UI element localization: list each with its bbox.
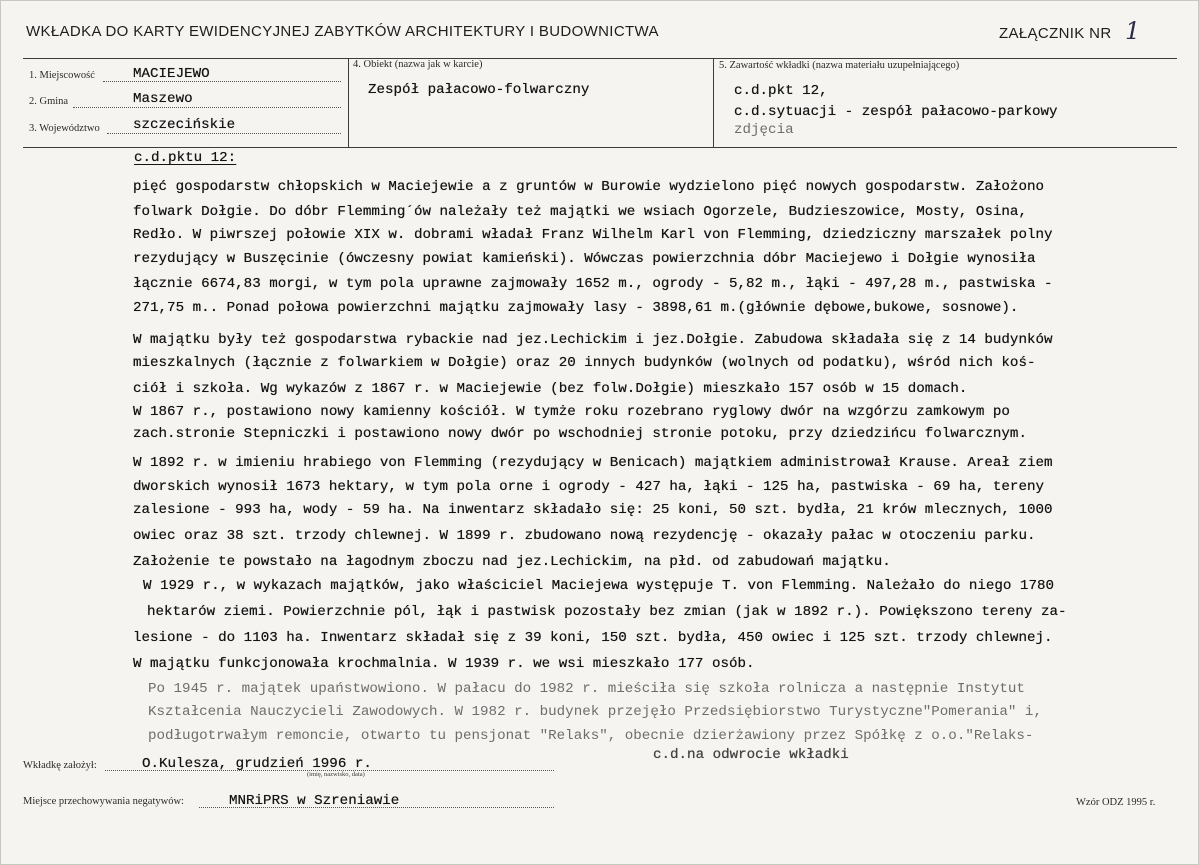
body-heading: c.d.pktu 12: bbox=[134, 150, 237, 166]
commune-value: Maszewo bbox=[133, 91, 193, 107]
box-divider-1 bbox=[348, 58, 349, 147]
commune-leader bbox=[73, 107, 341, 108]
contents-line: c.d.pkt 12, bbox=[734, 83, 828, 99]
body-line: W majątku funkcjonowała krochmalnia. W 1939 r. we wsi mieszkało 177 osób. bbox=[133, 656, 755, 672]
body-line: W 1892 r. w imieniu hrabiego von Flemming (rezydujący w Benicach) majątkiem administrował Krause. Areał ziem bbox=[133, 455, 1053, 471]
locality-label: 1. Miejscowość bbox=[29, 70, 95, 81]
object-value: Zespół pałacowo-folwarczny bbox=[368, 82, 590, 98]
body-line: zalesione - 993 ha, wody - 59 ha. Na inwentarz składało się: 25 koni, 50 szt. bydła, 21 krów mlecznych, 1000 bbox=[133, 502, 1053, 518]
contents-line: zdjęcia bbox=[734, 122, 794, 138]
body-line: folwark Dołgie. Do dóbr Flemming´ów należały też majątki we wsiach Ogorzele, Budzieszowice, Mosty, Osina, bbox=[133, 204, 1027, 220]
body-line: Założenie te powstało na łagodnym zboczu nad jez.Lechickim, na płd. od zabudowań majątku. bbox=[133, 554, 891, 570]
negatives-value: MNRiPRS w Szreniawie bbox=[229, 793, 400, 809]
commune-label: 2. Gmina bbox=[29, 96, 69, 107]
body-line: dworskich wynosił 1673 hektary, w tym pola orne i ogrody - 427 ha, łąki - 125 ha, pastwiska - 69 ha, tereny bbox=[133, 479, 1044, 495]
body-line: łącznie 6674,83 morgi, w tym pola uprawne zajmowały 1652 m., ogrody - 5,82 m., łąki - 497,28 m., pastwiska - bbox=[133, 276, 1053, 292]
body-line: Kształcenia Nauczycieli Zawodowych. W 1982 r. budynek przejęło Przedsiębiorstwo Turystyczne"Pomerania" i, bbox=[148, 704, 1042, 720]
body-line: W 1867 r., postawiono nowy kamienny kościół. W tymże roku rozebrano ryglowy dwór na wzgórzu zamkowym po bbox=[133, 404, 1010, 420]
box-divider-2 bbox=[713, 58, 714, 147]
body-line: W 1929 r., w wykazach majątków, jako właściciel Maciejewa występuje T. von Flemming. Należało do niego 1780 bbox=[143, 578, 1054, 594]
annex-label: ZAŁĄCZNIK NR bbox=[999, 25, 1112, 42]
body-line: lesione - do 1103 ha. Inwentarz składał się z 39 koni, 150 szt. bydła, 450 owiec i 125 szt. trzody chlewnej. bbox=[133, 630, 1053, 646]
box-top-rule bbox=[23, 58, 1177, 59]
voivodeship-value: szczecińskie bbox=[133, 117, 236, 133]
box-bottom-rule bbox=[23, 147, 1177, 148]
body-line: podługotrwałym remoncie, otwarto tu pensjonat "Relaks", obecnie dzierżawiony przez Spółkę z o.o."Relaks- bbox=[148, 728, 1034, 744]
body-line: hektarów ziemi. Powierzchnie pól, łąk i pastwisk pozostały bez zmian (jak w 1892 r.). Powiększono tereny za- bbox=[147, 604, 1067, 620]
negatives-label: Miejsce przechowywania negatywów: bbox=[23, 796, 184, 807]
object-label: 4. Obiekt (nazwa jak w karcie) bbox=[353, 59, 483, 70]
voivodeship-label: 3. Województwo bbox=[29, 123, 100, 134]
body-line: mieszkalnych (łącznie z folwarkiem w Dołgie) oraz 20 innych budynków (wolnych od podatku), wśród nich koś- bbox=[133, 355, 1036, 371]
locality-value: MACIEJEWO bbox=[133, 66, 210, 82]
body-line: ciół i szkoła. Wg wykazów z 1867 r. w Maciejewie (bez folw.Dołgie) mieszkało 157 osób w 15 domach. bbox=[133, 381, 968, 397]
contents-label: 5. Zawartość wkładki (nazwa materiału uzupełniającego) bbox=[719, 60, 960, 71]
body-line: W majątku były też gospodarstwa rybackie nad jez.Lechickim i jez.Dołgie. Zabudowa składała się z 14 budynków bbox=[133, 332, 1053, 348]
body-line: rezydujący w Buszęcinie (ówczesny powiat kamieński). Wówczas powierzchnia dóbr Maciejewo i Dołgie wynosiła bbox=[133, 251, 1036, 267]
form-title: WKŁADKA DO KARTY EWIDENCYJNEJ ZABYTKÓW ARCHITEKTURY I BUDOWNICTWA bbox=[26, 23, 659, 40]
author-label: Wkładkę założył: bbox=[23, 760, 97, 771]
body-line: owiec oraz 38 szt. trzody chlewnej. W 1899 r. zbudowano nową rezydencję - okazały pałac w otoczeniu parku. bbox=[133, 528, 1036, 544]
body-line: zach.stronie Stepniczki i postawiono nowy dwór po wschodniej stronie potoku, przy dziedzińcu folwarcznym. bbox=[133, 426, 1027, 442]
author-value: O.Kulesza, grudzień 1996 r. bbox=[142, 756, 372, 772]
body-line: pięć gospodarstw chłopskich w Maciejewie a z gruntów w Burowie wydzielono pięć nowych gospodarstw. Założono bbox=[133, 179, 1044, 195]
form-version: Wzór ODZ 1995 r. bbox=[1076, 797, 1156, 808]
contents-line: c.d.sytuacji - zespół pałacowo-parkowy bbox=[734, 104, 1058, 120]
body-line: 271,75 m.. Ponad połowa powierzchni majątku zajmowały lasy - 3898,61 m.(głównie dębowe,bukowe, sosnowe). bbox=[133, 300, 1019, 316]
annex-number: 1 bbox=[1125, 17, 1141, 45]
continuation-note: c.d.na odwrocie wkładki bbox=[653, 747, 849, 763]
body-line: Po 1945 r. majątek upaństwowiono. W pałacu do 1982 r. mieściła się szkoła rolnicza a następnie Instytut bbox=[148, 681, 1025, 697]
author-caption: (imię, nazwisko, data) bbox=[307, 771, 365, 778]
body-line: Redło. W piwrszej połowie XIX w. dobrami władał Franz Wilhelm Karl von Flemming, dziedziczny marszałek polny bbox=[133, 227, 1053, 243]
